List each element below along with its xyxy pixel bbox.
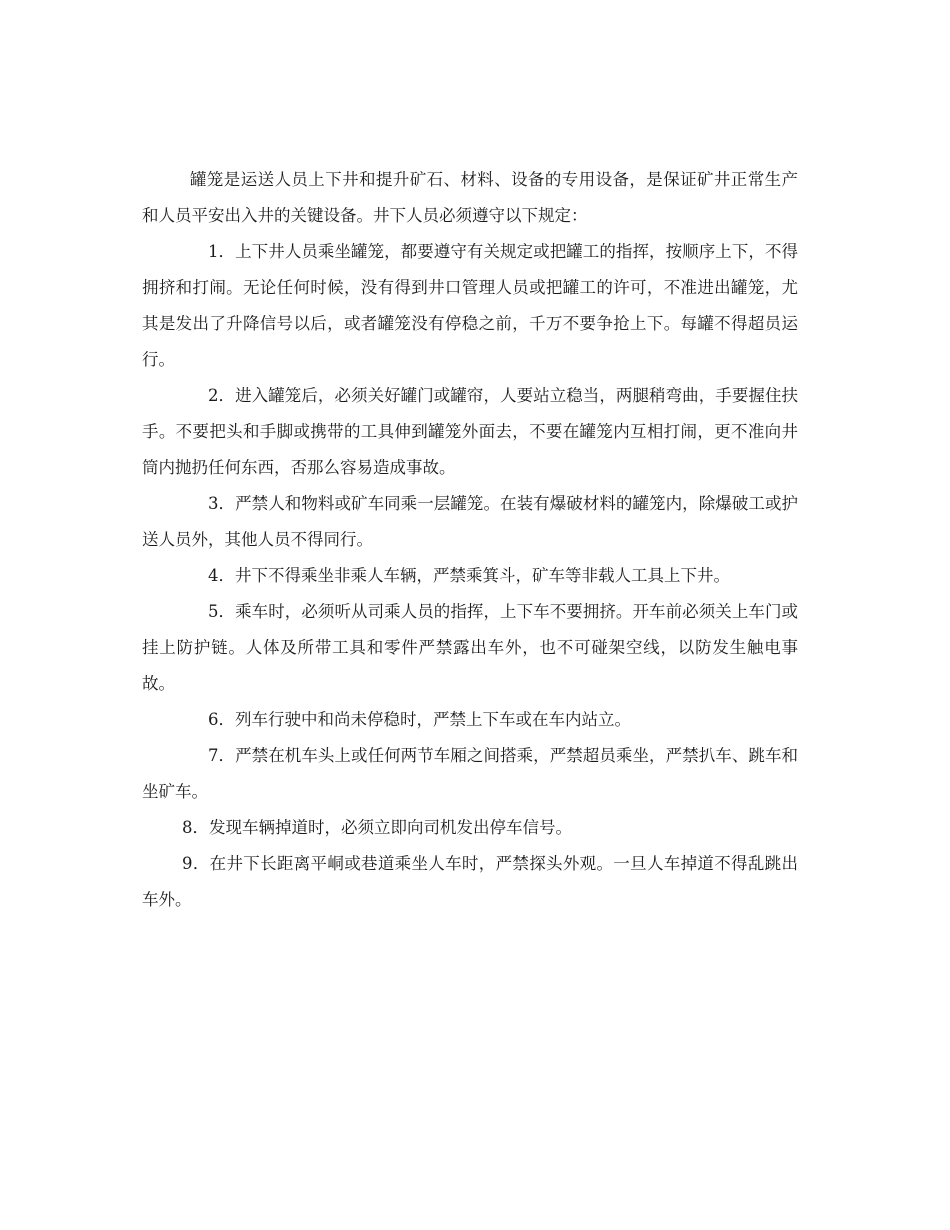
- rule-item-4: 4．井下不得乘坐非乘人车辆，严禁乘箕斗，矿车等非载人工具上下井。: [208, 566, 730, 585]
- rule-item-9: 9．在井下长距离平峒或巷道乘坐人车时，严禁探头外观。一旦人车掉道不得乱跳出车外。: [142, 854, 798, 909]
- rule-item-5: 5．乘车时，必须听从司乘人员的指挥，上下车不要拥挤。开车前必须关上车门或挂上防护链。人体及所带工具和零件严禁露出车外，也不可碰架空线，以防发生触电事故。: [142, 602, 798, 693]
- rule-item-1: 1．上下井人员乘坐罐笼，都要遵守有关规定或把罐工的指挥，按顺序上下，不得拥挤和打闹。无论任何时候，没有得到井口管理人员或把罐工的许可，不准进出罐笼，尤其是发出了升降信号以后，或者罐笼没有停稳之前，千万不要争抢上下。每罐不得超员运行。: [142, 242, 798, 369]
- rule-item-6: 6．列车行驶中和尚未停稳时，严禁上下车或在车内站立。: [208, 710, 631, 729]
- intro-paragraph: 罐笼是运送人员上下井和提升矿石、材料、设备的专用设备，是保证矿井正常生产和人员平安出入井的关键设备。井下人员必须遵守以下规定：: [142, 170, 798, 225]
- rule-item-8: 8．发现车辆掉道时，必须立即向司机发出停车信号。: [182, 818, 572, 837]
- document-body: [142, 162, 798, 918]
- rule-item-7: 7．严禁在机车头上或任何两节车厢之间搭乘，严禁超员乘坐，严禁扒车、跳车和坐矿车。: [142, 746, 798, 801]
- rule-item-3: 3．严禁人和物料或矿车同乘一层罐笼。在装有爆破材料的罐笼内，除爆破工或护送人员外，其他人员不得同行。: [142, 494, 798, 549]
- rule-item-2: 2．进入罐笼后，必须关好罐门或罐帘，人要站立稳当，两腿稍弯曲，手要握住扶手。不要把头和手脚或携带的工具伸到罐笼外面去，不要在罐笼内互相打闹，更不准向井筒内抛扔任何东西，否那么容易造成事故。: [142, 386, 798, 477]
